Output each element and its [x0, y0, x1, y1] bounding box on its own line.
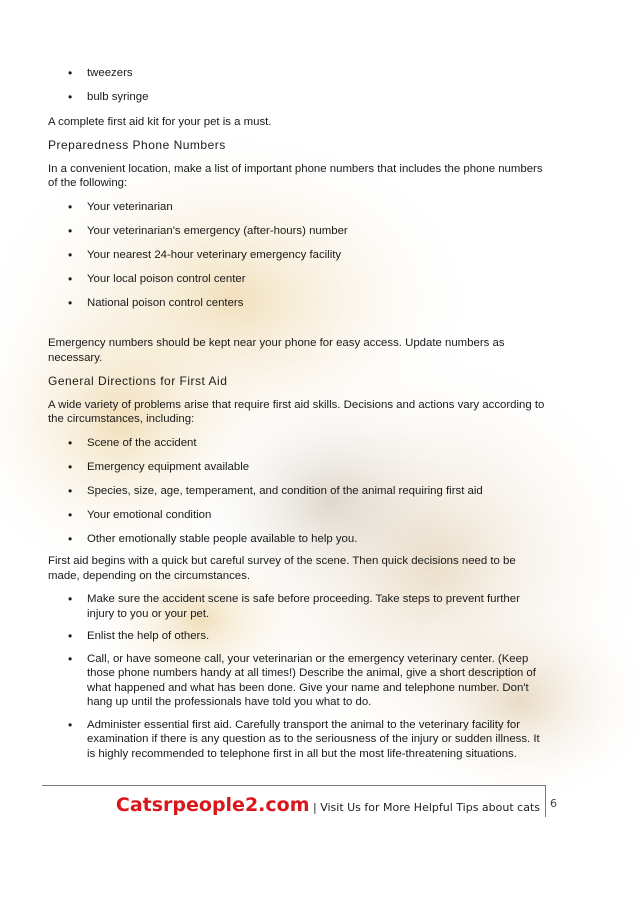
list-item: • tweezers [48, 66, 548, 81]
list-item: • Enlist the help of others. [48, 629, 548, 644]
footer [0, 794, 540, 816]
kit-note: A complete first aid kit for your pet is a must. [48, 115, 272, 128]
first-aid-intro: A wide variety of problems arise that require first aid skills. Decisions and actions vary according to the circumstances, including: [48, 398, 545, 425]
footer-tagline: | Visit Us for More Helpful Tips about cats [309, 801, 540, 814]
phone-numbers-outro: Emergency numbers should be kept near your phone for easy access. Update numbers as necessary. [48, 337, 505, 364]
first-aid-paragraph: First aid begins with a quick but careful survey of the scene. Then quick decisions need to be made, depending on the circumstances. [48, 555, 516, 582]
list-item: • Make sure the accident scene is safe before proceeding. Take steps to prevent further injury to you or your pet. [48, 592, 548, 621]
list-item: • Call, or have someone call, your veterinarian or the emergency veterinary center. (Keep those phone numbers handy at all times!) Describe the animal, give a short description of what happened and what has been done. Give your name and telephone number. Don't hang up until the professionals have told you what to do. [48, 652, 548, 710]
list-item: • Your emotional condition [48, 508, 548, 523]
list-item: • bulb syringe [48, 90, 548, 105]
circumstances-list [48, 436, 548, 547]
list-item: • Your local poison control center [48, 272, 548, 287]
list-item: • Emergency equipment available [48, 460, 548, 475]
section-heading-phone-numbers: Preparedness Phone Numbers [48, 138, 226, 152]
list-item: • Species, size, age, temperament, and condition of the animal requiring first aid [48, 484, 548, 499]
list-item: • Scene of the accident [48, 436, 548, 451]
footer-rule [42, 785, 545, 786]
supply-list [48, 66, 548, 105]
list-item: • Other emotionally stable people available to help you. [48, 532, 548, 547]
list-item: • Administer essential first aid. Carefully transport the animal to the veterinary facility for examination if there is any question as to the seriousness of the injury or sudden illness. It is highly recommended to telephone first in all but the most life-threatening situations. [48, 718, 548, 762]
section-heading-first-aid: General Directions for First Aid [48, 374, 228, 388]
footer-divider [545, 785, 546, 817]
document-body [48, 60, 548, 761]
list-item: • Your veterinarian [48, 200, 548, 215]
first-aid-steps-list [48, 592, 548, 761]
page-number: 6 [550, 797, 557, 810]
phone-numbers-intro: In a convenient location, make a list of important phone numbers that includes the phone numbers of the following: [48, 162, 543, 189]
footer-brand-link[interactable]: Catsrpeople2.com [115, 794, 310, 816]
list-item: • National poison control centers [48, 296, 548, 311]
list-item: • Your nearest 24-hour veterinary emergency facility [48, 248, 548, 263]
phone-numbers-list [48, 200, 548, 311]
list-item: • Your veterinarian's emergency (after-hours) number [48, 224, 548, 239]
